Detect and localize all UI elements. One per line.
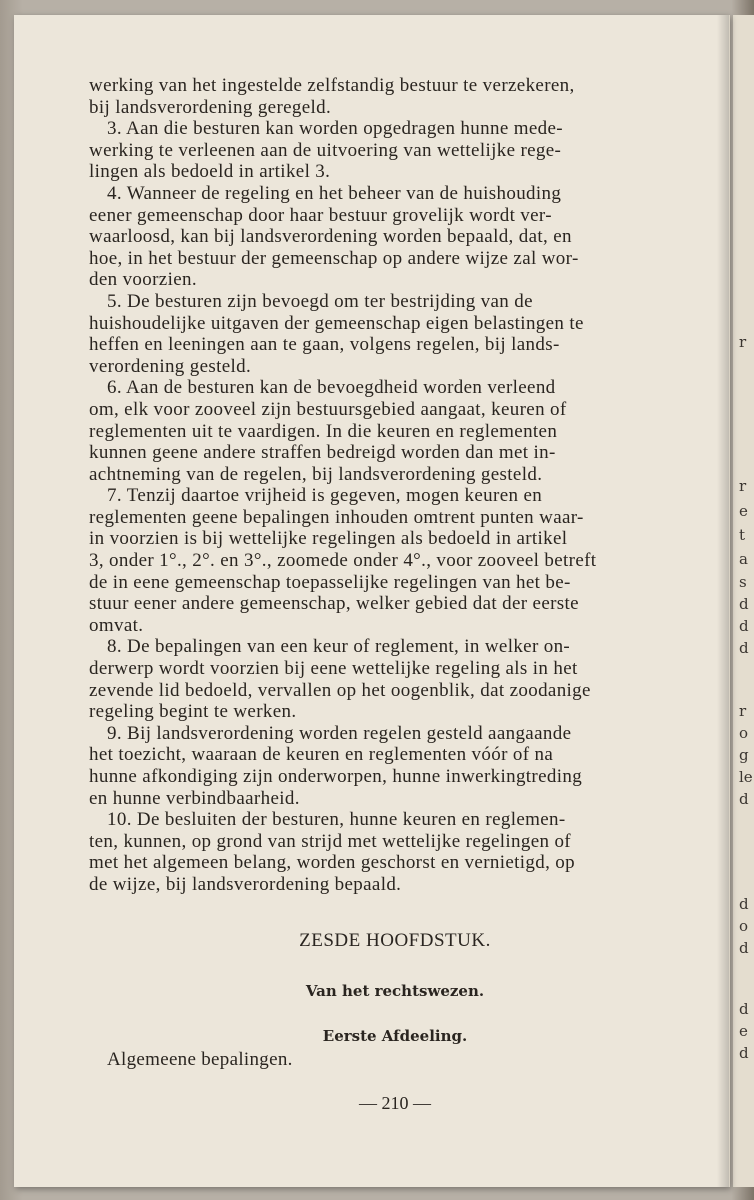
text-line: den voorzien. <box>89 269 197 291</box>
text-line: verordening gesteld. <box>89 355 252 377</box>
adjacent-page-glyph: le <box>739 768 753 786</box>
subheading: Algemeene bepalingen. <box>107 1049 293 1070</box>
text-line: de in eene gemeenschap toepasselijke regelingen van het be- <box>89 571 571 593</box>
text-line: lingen als bedoeld in artikel 3. <box>89 161 331 183</box>
text-line: 5. De besturen zijn bevoegd om ter bestrijding van de <box>107 290 533 312</box>
adjacent-page-glyph: d <box>739 790 749 808</box>
text-line: werking te verleenen aan de uitvoering van wettelijke rege- <box>89 139 562 161</box>
text-line: reglementen uit te vaardigen. In die keuren en reglementen <box>89 420 558 442</box>
adjacent-page-glyph: g <box>739 746 749 764</box>
text-line: werking van het ingestelde zelfstandig bestuur te verzekeren, <box>89 75 575 96</box>
text-line: het toezicht, waaraan de keuren en reglementen vóór of na <box>89 744 554 766</box>
text-line: zevende lid bedoeld, vervallen op het oogenblik, dat zoodanige <box>89 679 591 701</box>
text-line: hoe, in het bestuur der gemeenschap op andere wijze zal wor- <box>89 247 579 269</box>
adjacent-page-glyph: r <box>739 333 747 351</box>
text-line: 8. De bepalingen van een keur of reglement, in welker on- <box>107 636 571 658</box>
text-line: eener gemeenschap door haar bestuur grovelijk wordt ver- <box>89 204 552 226</box>
adjacent-page-glyph: d <box>739 1044 749 1062</box>
text-line: om, elk voor zooveel zijn bestuursgebied aangaat, keuren of <box>89 398 567 420</box>
text-line: regeling begint te werken. <box>89 701 297 723</box>
text-line: 6. Aan de besturen kan de bevoegdheid worden verleend <box>107 377 556 399</box>
text-line: 4. Wanneer de regeling en het beheer van de huishouding <box>107 182 562 204</box>
text-line: omvat. <box>89 614 144 636</box>
text-line: heffen en leeningen aan te gaan, volgens regelen, bij lands- <box>89 334 560 356</box>
article-body <box>89 75 701 896</box>
text-line: reglementen geene bepalingen inhouden omtrent punten waar- <box>89 506 584 528</box>
adjacent-page-glyph: d <box>739 639 749 657</box>
adjacent-page-glyph: t <box>739 526 746 544</box>
text-line: ten, kunnen, op grond van strijd met wettelijke regelingen of <box>89 830 571 852</box>
division-heading: Eerste Afdeeling. <box>322 1027 468 1045</box>
text-line: 7. Tenzij daartoe vrijheid is gegeven, mogen keuren en <box>107 485 543 507</box>
adjacent-page-glyph: r <box>739 477 747 495</box>
adjacent-page-glyph: d <box>739 595 749 613</box>
text-line: in voorzien is bij wettelijke regelingen als bedoeld in artikel <box>89 528 568 550</box>
adjacent-page-glyph: e <box>739 502 748 520</box>
adjacent-page-glyph: s <box>739 573 747 591</box>
text-line: 3, onder 1°., 2°. en 3°., zoomede onder 4°., voor zooveel betreft <box>89 550 597 572</box>
adjacent-page-glyph: o <box>739 724 749 742</box>
adjacent-page-glyph: r <box>739 702 747 720</box>
chapter-heading: ZESDE HOOFDSTUK. <box>299 930 491 951</box>
text-line: huishoudelijke uitgaven der gemeenschap eigen belastingen te <box>89 312 584 334</box>
text-line: stuur eener andere gemeenschap, welker gebied dat der eerste <box>89 593 579 615</box>
text-line: waarloosd, kan bij landsverordening worden bepaald, dat, en <box>89 226 572 248</box>
adjacent-page-glyph: a <box>739 550 748 568</box>
section-heading: Van het rechtswezen. <box>305 982 485 1000</box>
text-line: derwerp wordt voorzien bij eene wettelijke regeling als in het <box>89 658 578 680</box>
text-line: 9. Bij landsverordening worden regelen gesteld aangaande <box>107 722 572 744</box>
text-line: en hunne verbindbaarheid. <box>89 787 300 809</box>
adjacent-page-edge <box>733 15 754 1187</box>
adjacent-page-glyph: d <box>739 617 749 635</box>
text-line: kunnen geene andere straffen bedreigd worden dan met in- <box>89 442 556 464</box>
text-line: hunne afkondiging zijn onderworpen, hunne inwerkingtreding <box>89 766 583 787</box>
adjacent-page-glyph: d <box>739 939 749 957</box>
text-line: achtneming van de regelen, bij landsverordening gesteld. <box>89 463 543 485</box>
adjacent-page-glyph: o <box>739 917 749 935</box>
adjacent-page-glyph: d <box>739 895 749 913</box>
adjacent-page-glyph: d <box>739 1000 749 1018</box>
text-line: de wijze, bij landsverordening bepaald. <box>89 873 402 895</box>
text-line: met het algemeen belang, worden geschorst en vernietigd, op <box>89 852 575 874</box>
page-number: — 210 — <box>359 1093 431 1113</box>
text-line: 10. De besluiten der besturen, hunne keuren en reglemen- <box>107 809 566 831</box>
text-line: 3. Aan die besturen kan worden opgedragen hunne mede- <box>107 118 563 140</box>
text-line: bij landsverordening geregeld. <box>89 96 332 118</box>
adjacent-page-glyph: e <box>739 1022 748 1040</box>
